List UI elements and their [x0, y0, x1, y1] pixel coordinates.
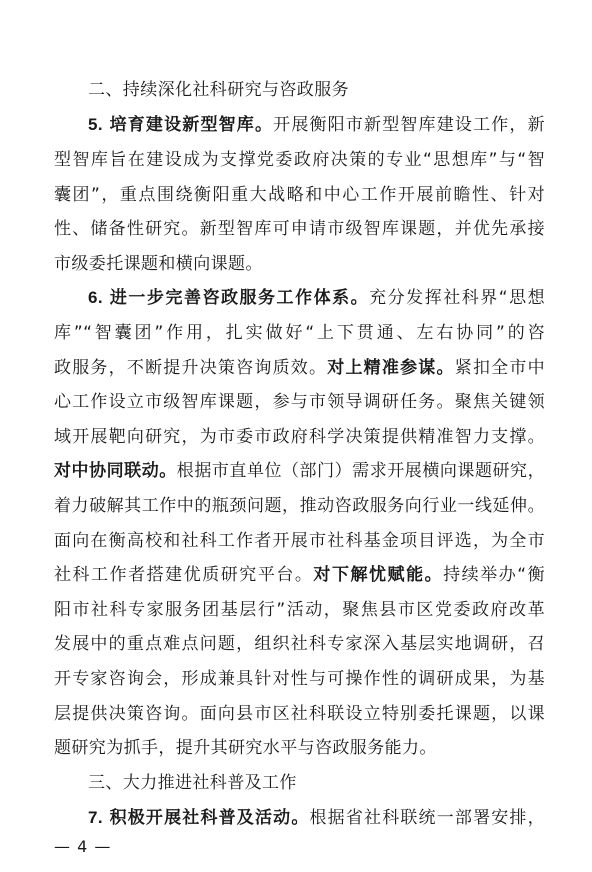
item-title: 积极开展社科普及活动。	[109, 808, 310, 828]
item-number: 7.	[88, 808, 103, 827]
paragraph-line: 面向在衡高校和社科工作者开展市社科基金项目评选，为全市	[54, 531, 545, 551]
paragraph-line: 发展中的重点难点问题，组织社科专家深入基层实地调研，召	[54, 634, 545, 654]
paragraph-line: 市级委托课题和横向课题。	[54, 254, 263, 274]
paragraph-line: 心工作设立市级智库课题，参与市领导调研任务。聚焦关键领	[54, 392, 545, 412]
paragraph-line: 域开展靶向研究，为市委市政府科学决策提供精准智力支撑。	[54, 427, 545, 447]
paragraph-line: 型智库旨在建设成为支撑党委政府决策的专业“思想库”与“智	[54, 150, 545, 170]
item-title: 进一步完善咨政服务工作体系。	[109, 288, 370, 308]
paragraph-5-line-1	[88, 113, 545, 137]
section-heading-2: 二、持续深化社科研究与咨政服务	[88, 80, 349, 100]
paragraph-6-line-1	[88, 286, 545, 310]
paragraph-line: 阳市社科专家服务团基层行”活动，聚焦县市区党委政府改革	[54, 600, 545, 620]
section-heading-3: 三、大力推进社科普及工作	[88, 773, 297, 793]
body-text: 政服务，不断提升决策咨询质效。	[54, 358, 328, 378]
paragraph-line: 着力破解其工作中的瓶颈问题，推动咨政服务向行业一线延伸。	[54, 496, 545, 516]
paragraph-line: 囊团”，重点围绕衡阳重大战略和中心工作开展前瞻性、针对	[54, 185, 545, 205]
item-number: 5.	[88, 115, 103, 134]
paragraph-line	[54, 459, 545, 483]
body-text: 充分发挥社科界“思想	[369, 288, 545, 308]
body-text: 紧扣全市中	[454, 358, 546, 378]
paragraph-7-line-1	[88, 806, 545, 830]
body-text: 开展衡阳市新型智库建设工作，新	[273, 115, 546, 135]
bold-subtitle: 对下解忧赋能。	[313, 565, 444, 585]
paragraph-line	[54, 563, 545, 587]
item-title: 培育建设新型智库。	[109, 115, 274, 135]
item-number: 6.	[88, 288, 103, 307]
body-text: 持续举办“衡	[443, 565, 545, 585]
paragraph-line: 库”“智囊团”作用，扎实做好“上下贯通、左右协同”的咨	[54, 323, 545, 343]
bold-subtitle: 对上精准参谋。	[327, 358, 455, 378]
paragraph-line: 性、储备性研究。新型智库可申请市级智库课题，并优先承接	[54, 219, 545, 239]
body-text: 社科工作者搭建优质研究平台。	[54, 565, 314, 585]
paragraph-line	[54, 356, 545, 380]
body-text: 根据市直单位（部门）需求开展横向课题研究，	[176, 461, 545, 481]
paragraph-line: 题研究为抓手，提升其研究水平与咨政服务能力。	[54, 738, 437, 758]
paragraph-line: 开专家咨询会，形成兼具针对性与可操作性的调研成果，为基	[54, 669, 545, 689]
page-number: — 4 —	[54, 837, 112, 856]
paragraph-line: 层提供决策咨询。面向县市区社科联设立特别委托课题，以课	[54, 704, 545, 724]
body-text: 根据省社科联统一部署安排，	[309, 808, 545, 828]
bold-subtitle: 对中协同联动。	[54, 461, 177, 481]
